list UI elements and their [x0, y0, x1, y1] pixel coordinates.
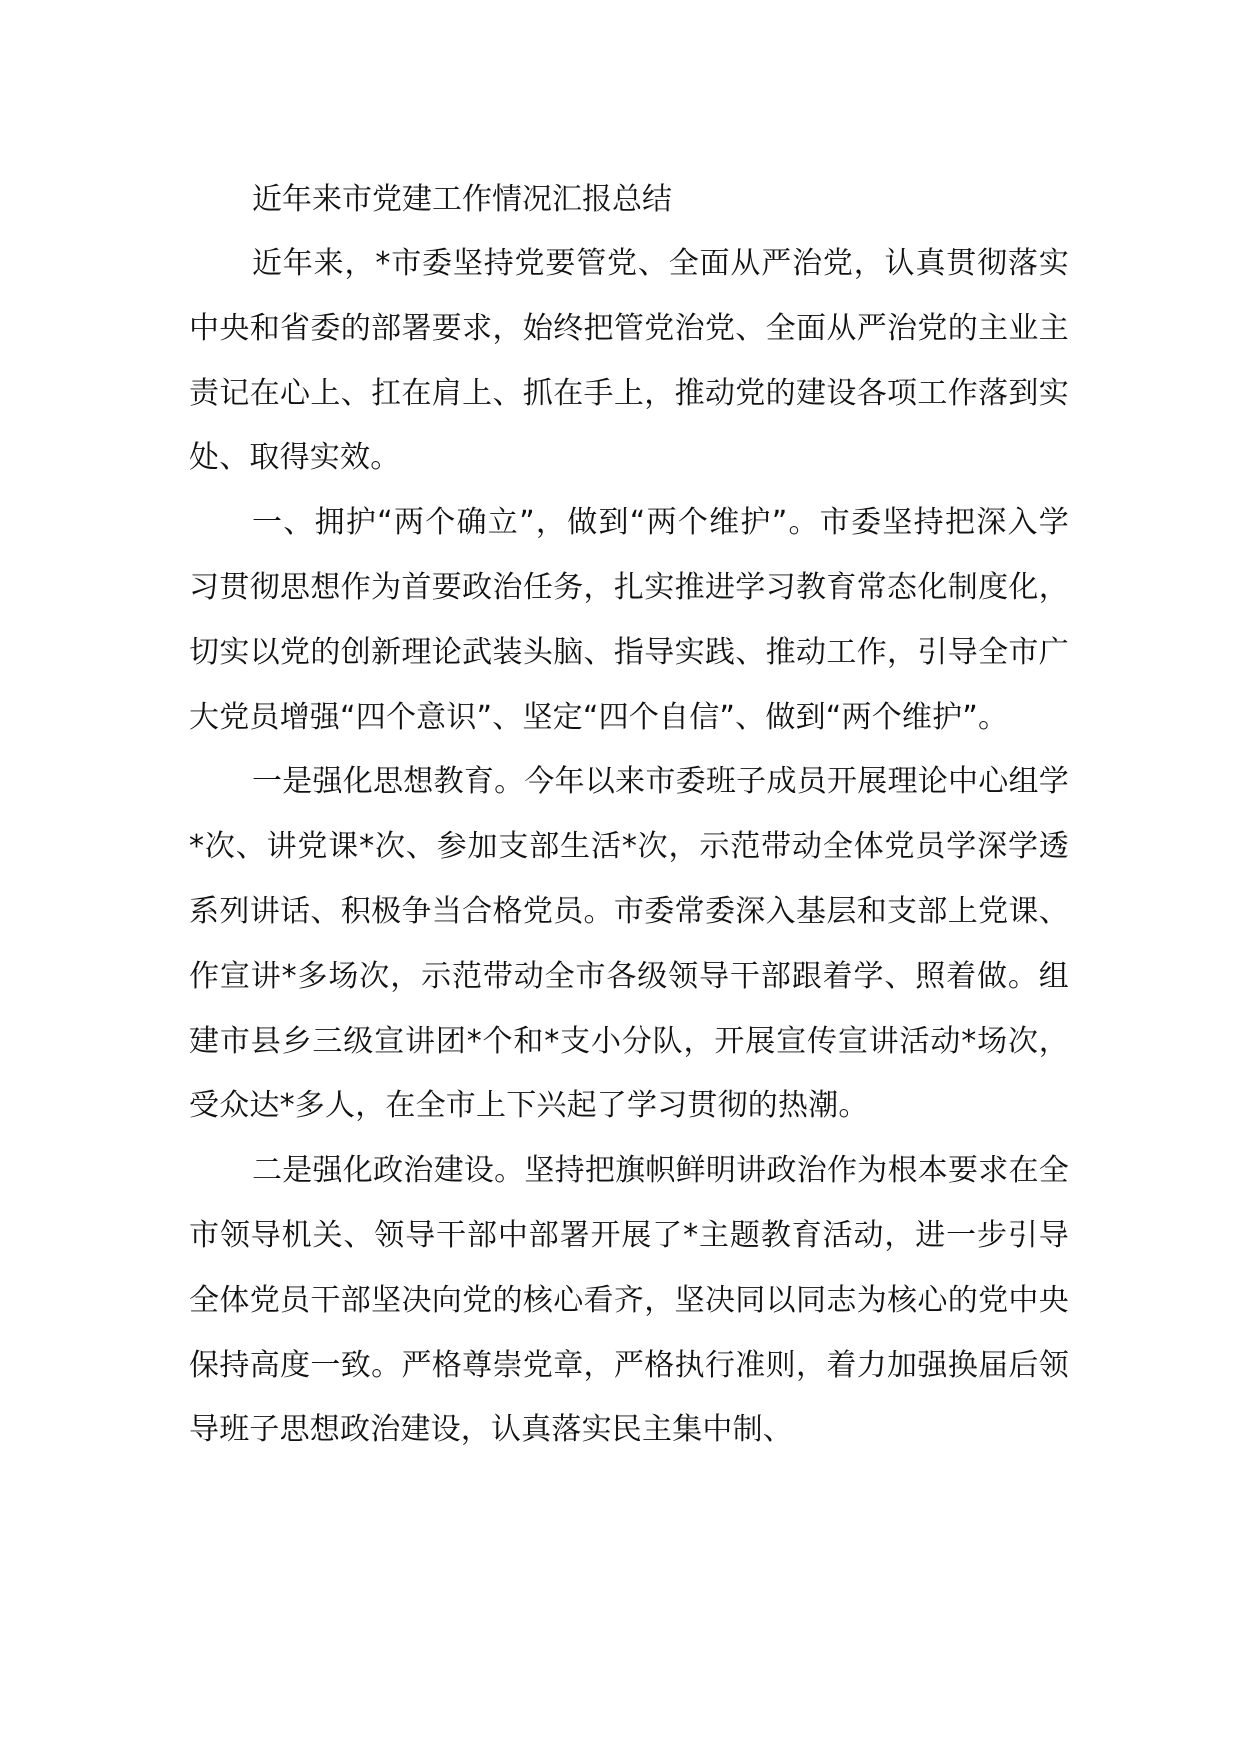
paragraph-ideological-education: 一是强化思想教育。今年以来市委班子成员开展理论中心组学*次、讲党课*次、参加支部生活*次，示范带动全体党员学深学透系列讲话、积极争当合格党员。市委常委深入基层和支部上党课、作宣讲*多场次，示范带动全市各级领导干部跟着学、照着做。组建市县乡三级宣讲团*个和*支小分队，开展宣传宣讲活动*场次，受众达*多人，在全市上下兴起了学习贯彻的热潮。	[189, 764, 1069, 1124]
document-body	[189, 168, 1069, 1463]
paragraph-section-one: 一、拥护“两个确立”，做到“两个维护”。市委坚持把深入学习贯彻思想作为首要政治任务，扎实推进学习教育常态化制度化，切实以党的创新理论武装头脑、指导实践、推动工作，引导全市广大党员增强“四个意识”、坚定“四个自信”、做到“两个维护”。	[189, 505, 1069, 735]
paragraph-intro: 近年来，*市委坚持党要管党、全面从严治党，认真贯彻落实中央和省委的部署要求，始终把管党治党、全面从严治党的主业主责记在心上、扛在肩上、抓在手上，推动党的建设各项工作落到实处、取得实效。	[189, 246, 1069, 476]
document-title: 近年来市党建工作情况汇报总结	[252, 182, 672, 217]
paragraph-political-construction: 二是强化政治建设。坚持把旗帜鲜明讲政治作为根本要求在全市领导机关、领导干部中部署开展了*主题教育活动，进一步引导全体党员干部坚决向党的核心看齐，坚决同以同志为核心的党中央保持高度一致。严格尊崇党章，严格执行准则，着力加强换届后领导班子思想政治建设，认真落实民主集中制、	[189, 1153, 1069, 1448]
